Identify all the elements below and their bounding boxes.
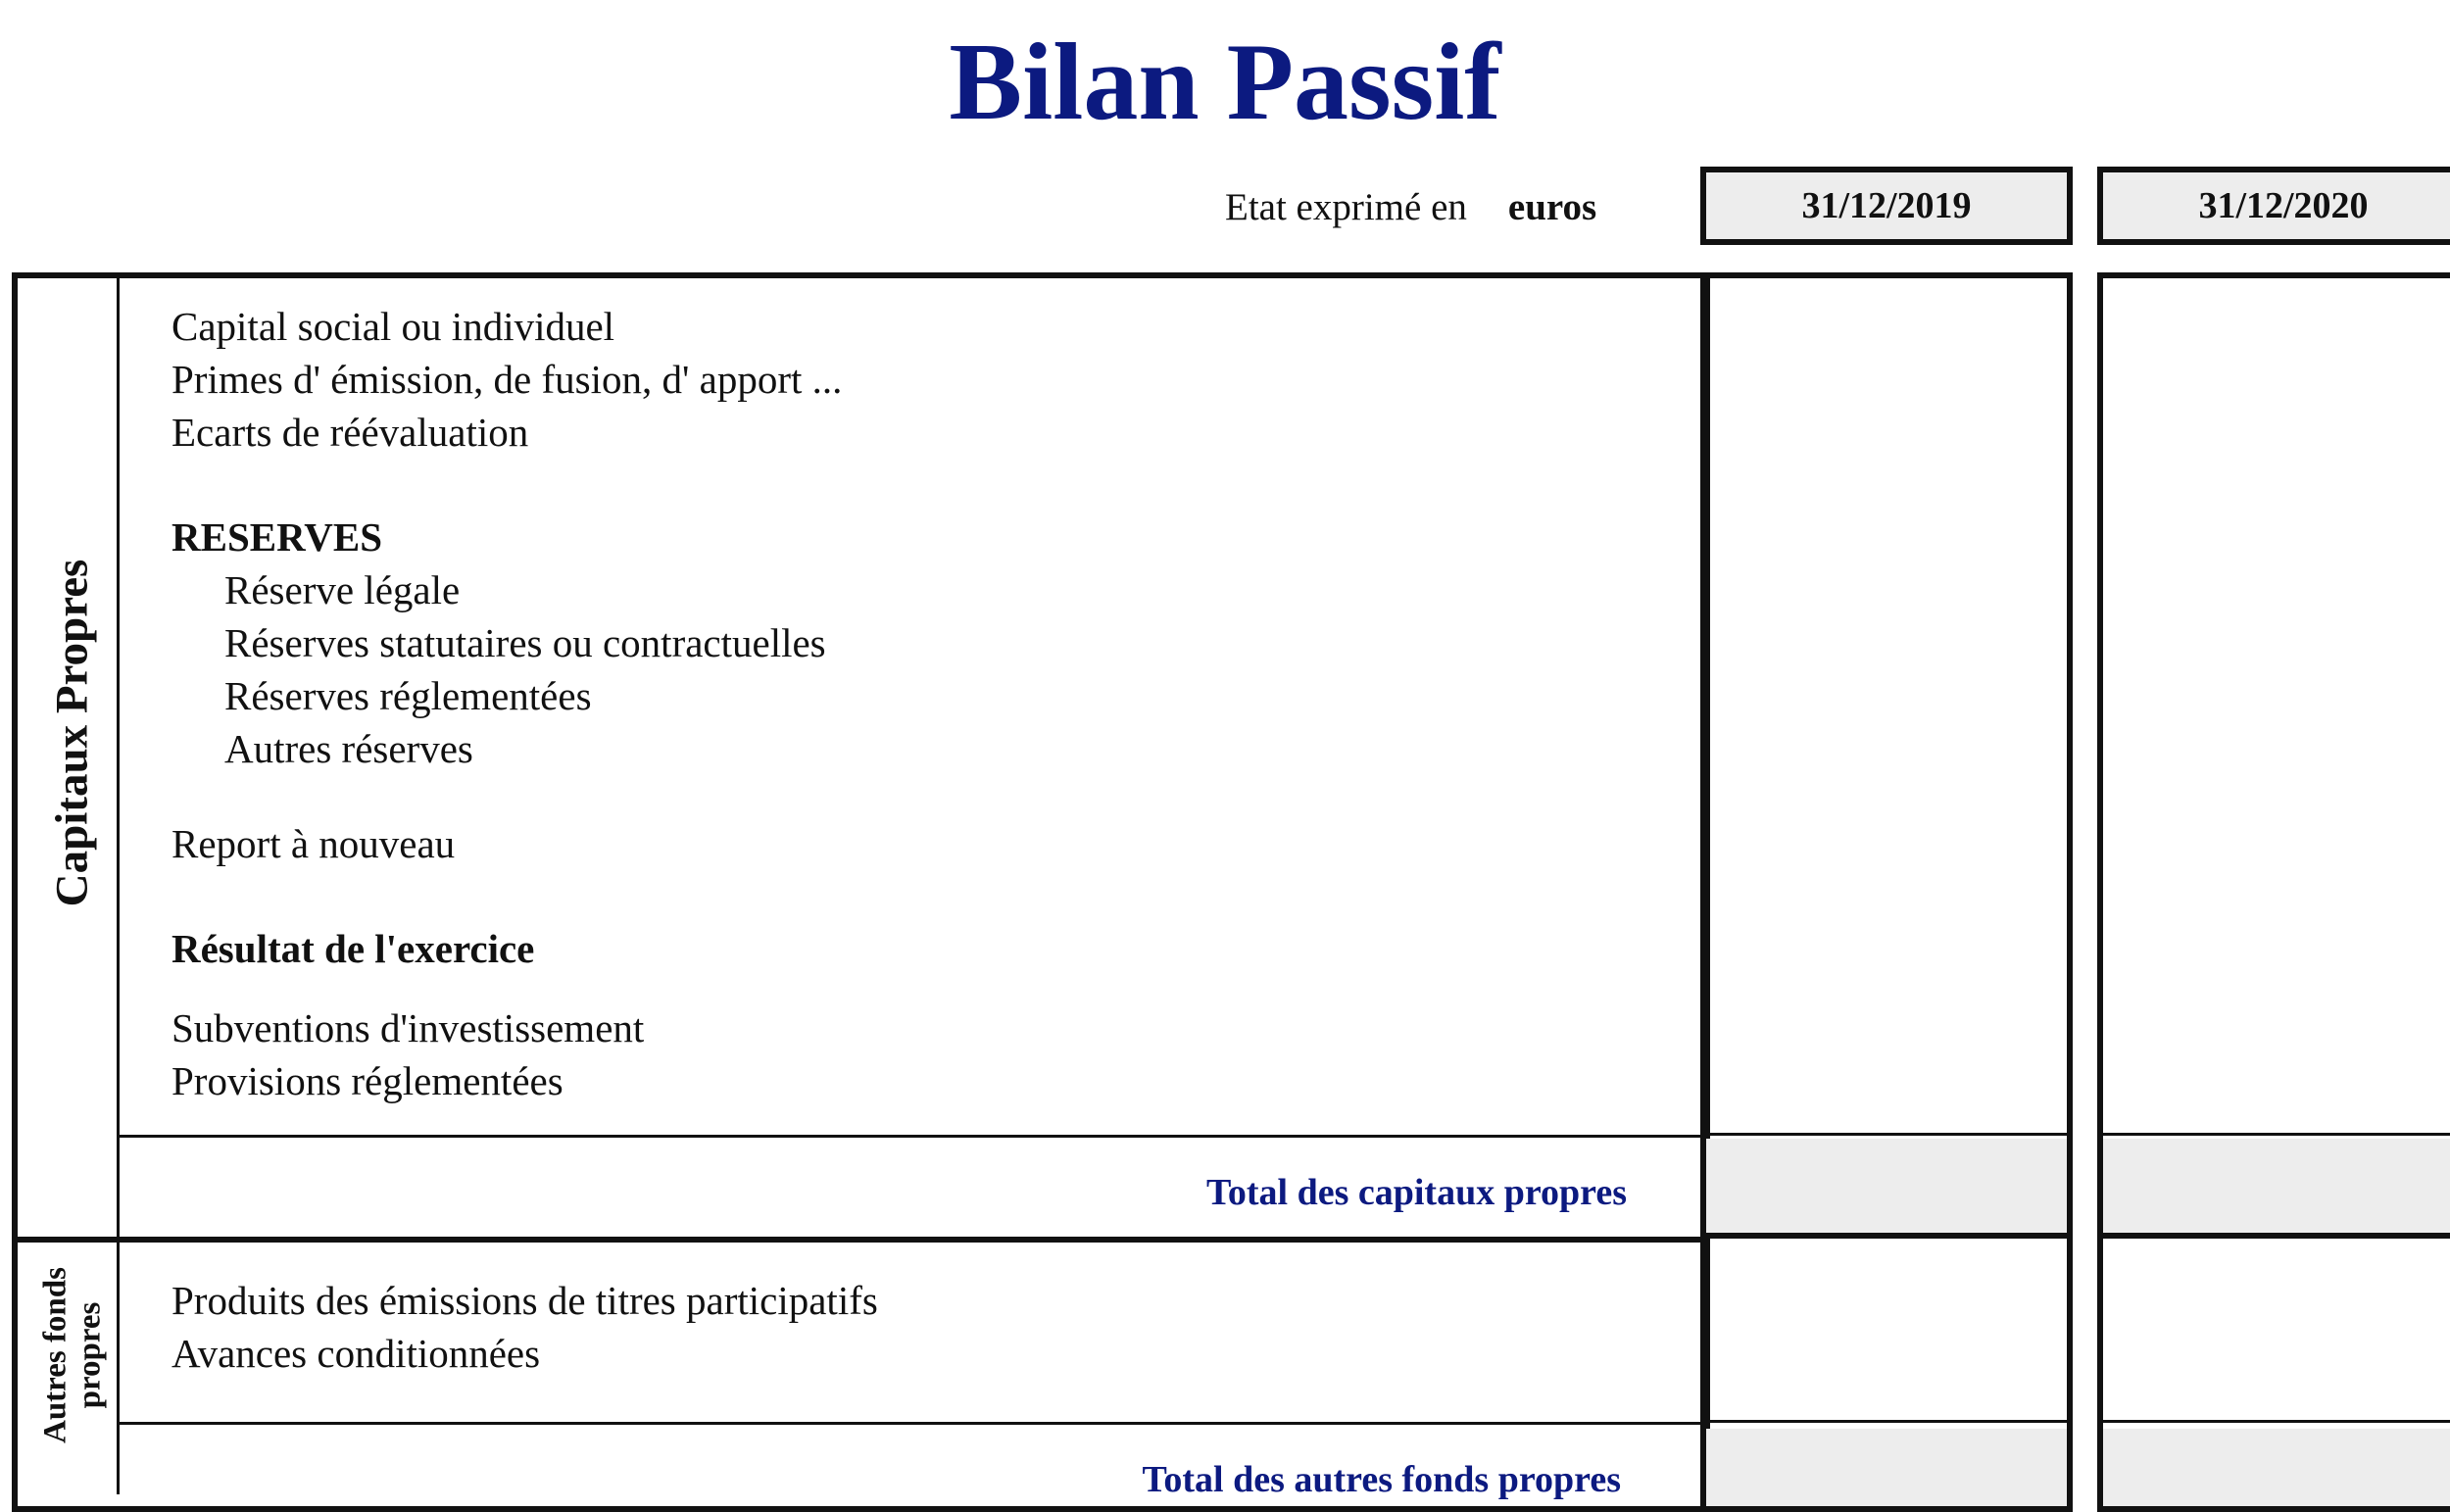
line-item-reserves-heading: RESERVES <box>172 514 383 560</box>
autres-total-divider <box>118 1422 1705 1425</box>
col2020-divider-2 <box>2103 1233 2450 1239</box>
line-item-provisions: Provisions réglementées <box>172 1058 564 1103</box>
line-item-reserves-statutaires: Réserves statutaires ou contractuelles <box>224 620 826 665</box>
total-autres-2020[interactable] <box>2103 1429 2450 1506</box>
capitaux-total-divider <box>118 1135 1705 1138</box>
value-column-2019 <box>1700 272 2073 1512</box>
col2020-divider-3 <box>2103 1420 2450 1423</box>
section-divider <box>14 1237 1707 1243</box>
line-item-reserves-reglementees: Réserves réglementées <box>224 673 592 718</box>
line-item-primes: Primes d' émission, de fusion, d' apport ... <box>172 357 843 402</box>
col2019-divider-1 <box>1706 1133 2067 1136</box>
page-title: Bilan Passif <box>949 22 1501 143</box>
table-frame <box>12 272 1710 1512</box>
line-item-subventions: Subventions d'investissement <box>172 1005 645 1050</box>
line-item-avances: Avances conditionnées <box>172 1331 541 1376</box>
unit-line <box>1225 188 1596 226</box>
total-capitaux-2020[interactable] <box>2103 1139 2450 1239</box>
total-capitaux-label: Total des capitaux propres <box>1206 1172 1627 1213</box>
col2019-divider-3 <box>1706 1420 2067 1423</box>
line-item-reserve-legale: Réserve légale <box>224 567 461 612</box>
line-item-titres-participatifs: Produits des émissions de titres participatifs <box>172 1278 878 1323</box>
unit-value: euros <box>1507 186 1597 228</box>
section-label-capitaux: Capitaux Propres <box>46 559 98 907</box>
total-autres-2019[interactable] <box>1706 1429 2067 1506</box>
line-item-resultat: Résultat de l'exercice <box>172 926 535 971</box>
col2020-divider-1 <box>2103 1133 2450 1136</box>
column-header-2019: 31/12/2019 <box>1700 167 2073 245</box>
total-capitaux-2019[interactable] <box>1706 1139 2067 1239</box>
line-item-ecarts: Ecarts de réévaluation <box>172 410 529 455</box>
line-item-capital-social: Capital social ou individuel <box>172 304 615 349</box>
value-column-2020 <box>2097 272 2450 1512</box>
column-header-2020: 31/12/2020 <box>2097 167 2450 245</box>
total-autres-label: Total des autres fonds propres <box>1142 1459 1621 1500</box>
line-item-report-nouveau: Report à nouveau <box>172 821 456 866</box>
line-item-autres-reserves: Autres réserves <box>224 726 473 771</box>
section-label-autres: Autres fonds propres <box>37 1267 107 1444</box>
label-column-divider <box>117 274 120 1494</box>
col2019-divider-2 <box>1706 1233 2067 1239</box>
unit-label: Etat exprimé en <box>1225 186 1467 228</box>
